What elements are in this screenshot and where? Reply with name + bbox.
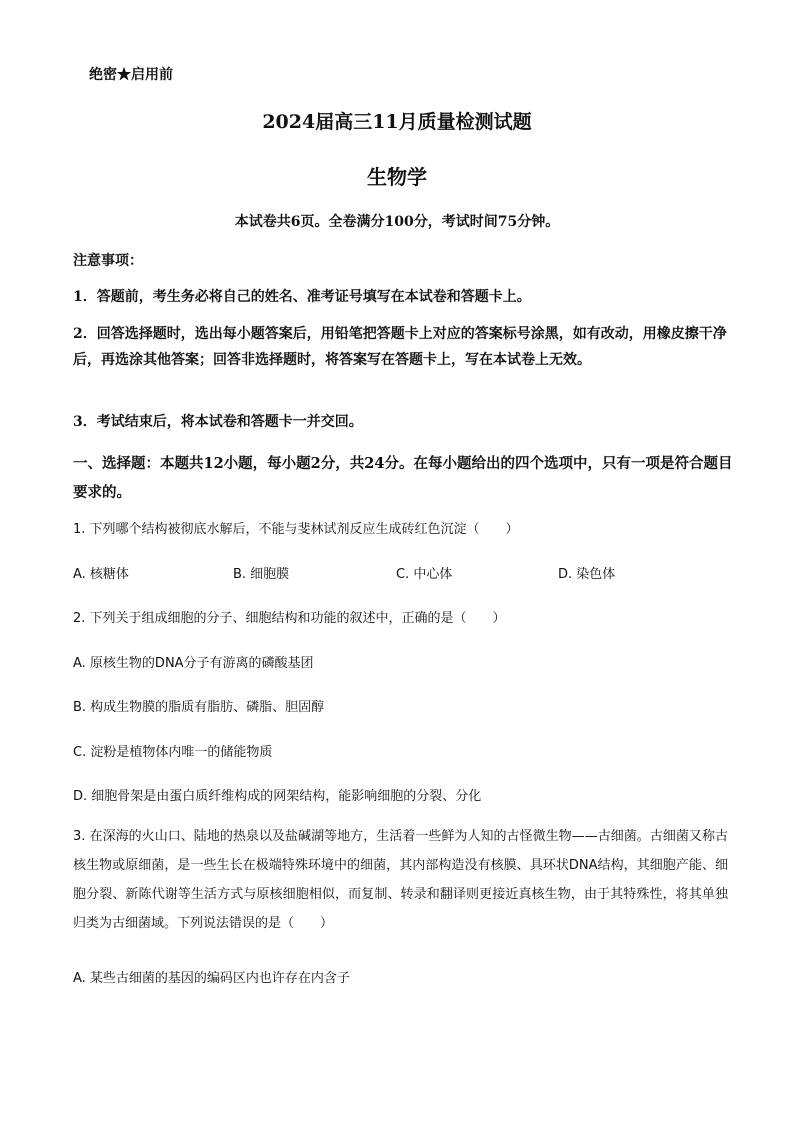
section-heading: 一、选择题：本题共12小题，每小题2分，共24分。在每小题给出的四个选项中，只有一项是符合题目要求的。	[73, 455, 733, 501]
note-item: 3．考试结束后，将本试卷和答题卡一并交回。	[73, 414, 363, 430]
confidential-label: 绝密★启用前	[89, 67, 173, 83]
question-1-option-d: D. 染色体	[558, 567, 616, 582]
note-item: 2．回答选择题时，选出每小题答案后，用铅笔把答题卡上对应的答案标号涂黑，如有改动，用橡皮擦干净后，再选涂其他答案；回答非选择题时，将答案写在答题卡上，写在本试卷上无效。	[73, 326, 727, 368]
question-2-option-a: A. 原核生物的DNA分子有游离的磷酸基团	[73, 656, 314, 671]
question-1-stem: 1. 下列哪个结构被彻底水解后，不能与斐林试剂反应生成砖红色沉淀（ ）	[73, 522, 519, 537]
question-1-option-b: B. 细胞膜	[233, 567, 290, 582]
question-2-stem: 2. 下列关于组成细胞的分子、细胞结构和功能的叙述中，正确的是（ ）	[73, 611, 506, 626]
question-1-option-a: A. 核糖体	[73, 567, 129, 582]
question-2-option-b: B. 构成生物膜的脂质有脂肪、磷脂、胆固醇	[73, 700, 325, 715]
exam-info: 本试卷共6页。全卷满分100分，考试时间75分钟。	[234, 214, 560, 230]
exam-title: 2024届高三11月质量检测试题	[262, 111, 532, 133]
question-2-option-c: C. 淀粉是植物体内唯一的储能物质	[73, 745, 273, 760]
note-item: 1．答题前，考生务必将自己的姓名、准考证号填写在本试卷和答题卡上。	[73, 289, 531, 305]
subject-title: 生物学	[367, 165, 427, 189]
question-3-option-a: A. 某些古细菌的基因的编码区内也许存在内含子	[73, 971, 350, 986]
question-2-option-d: D. 细胞骨架是由蛋白质纤维构成的网架结构，能影响细胞的分裂、分化	[73, 789, 482, 804]
question-1-option-c: C. 中心体	[396, 567, 453, 582]
notes-heading: 注意事项：	[73, 253, 143, 269]
question-3-stem: 3. 在深海的火山口、陆地的热泉以及盐碱湖等地方，生活着一些鲜为人知的古怪微生物——古细菌。古细菌又称古核生物或原细菌，是一些生长在极端特殊环境中的细菌，其内部构造没有核膜、具环状DNA结构，其细胞产能、细胞分裂、新陈代谢等生活方式与原核细胞相似，而复制、转录和翻译则更接近真核生物，由于其特殊性，将其单独归类为古细菌域。下列说法错误的是（ ）	[73, 829, 728, 931]
